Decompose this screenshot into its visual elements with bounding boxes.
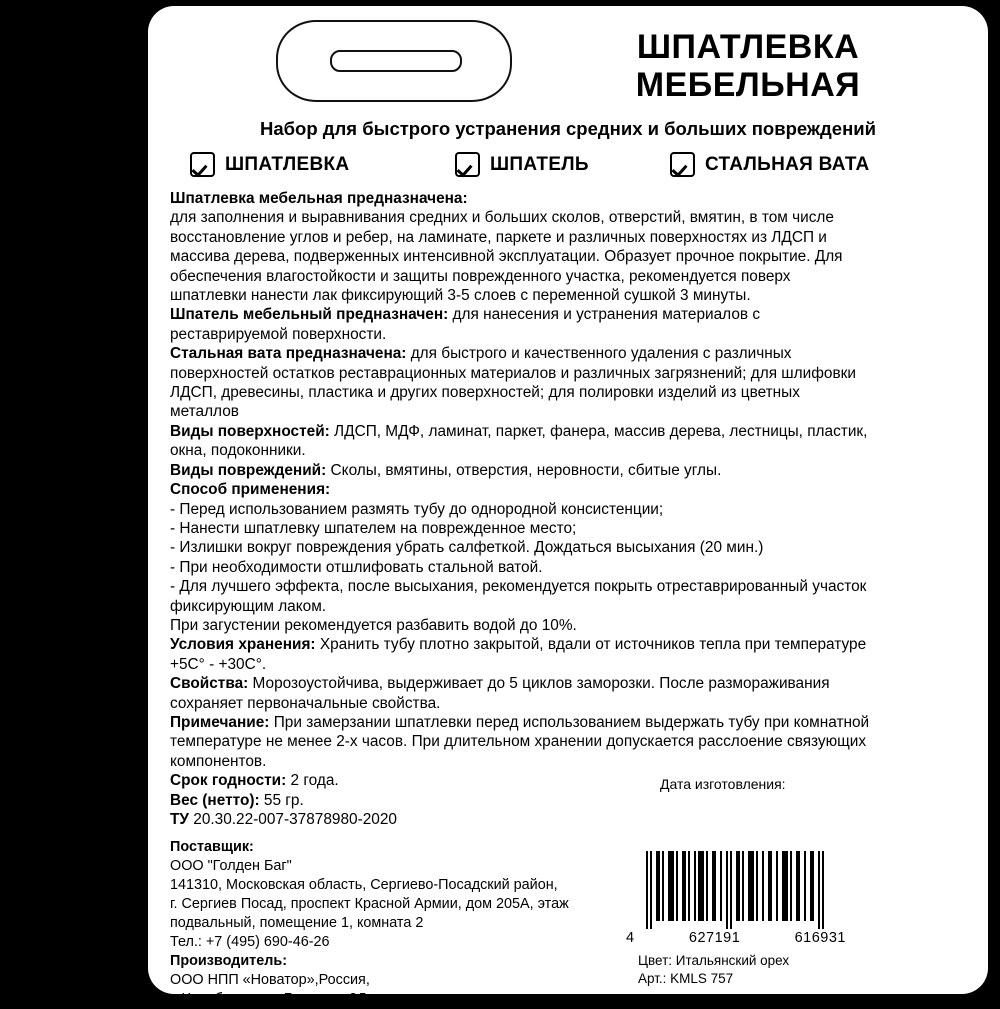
damage-paragraph: [170, 461, 870, 480]
supplier-line-4: Тел.: +7 (495) 690-46-26: [170, 934, 330, 950]
description-body: [170, 189, 870, 829]
tu-text: 20.30.22-007-37878980-2020: [188, 811, 397, 828]
storage-paragraph: [170, 635, 870, 674]
weight-text: 55 гр.: [259, 791, 304, 809]
storage-text: Хранить тубу плотно закрытой, вдали от источников тепла при температуре +5С° - +30С°.: [170, 636, 867, 673]
checklist-label-1: ШПАТЕЛЬ: [490, 153, 589, 175]
properties-heading: Свойства:: [170, 675, 249, 693]
checkbox-checked-icon: [455, 152, 480, 177]
color-label: Цвет: Итальянский орех: [638, 953, 790, 968]
supplier-line-1: 141310, Московская область, Сергиево-Посадский район,: [170, 877, 558, 893]
storage-heading: Условия хранения:: [170, 636, 316, 654]
barcode-digit-group1: 627191: [688, 930, 741, 946]
article-label: Арт.: KMLS 757: [638, 971, 734, 986]
checklist-label-0: ШПАТЛЕВКА: [225, 153, 350, 175]
barcode-digits: [626, 930, 846, 946]
product-meta: [638, 952, 968, 988]
label-card: [148, 6, 988, 1007]
properties-text: Морозоустойчива, выдерживает до 5 циклов заморозки. После размораживания сохраняет первоначальные свойства.: [170, 675, 830, 712]
product-title-line1: ШПАТЛЕВКА: [636, 28, 860, 66]
hang-hole-icon: [276, 20, 512, 102]
barcode: [638, 851, 834, 929]
surfaces-heading: Виды поверхностей:: [170, 422, 330, 440]
weight-heading: Вес (нетто):: [170, 791, 260, 809]
surfaces-paragraph: [170, 422, 870, 461]
tu-heading: ТУ: [170, 811, 189, 828]
manufacturer-line-0: ООО НПП «Новатор»,Россия,: [170, 972, 370, 988]
putty-heading: Шпатлевка мебельная предназначена:: [170, 190, 468, 207]
weight-paragraph: [170, 791, 870, 810]
product-title-line2: МЕБЕЛЬНАЯ: [635, 66, 861, 104]
usage-note: При загустении рекомендуется разбавить водой до 10%.: [170, 616, 577, 634]
spatula-text: для нанесения и устранения материалов с реставрируемой поверхности.: [170, 306, 761, 343]
contents-checklist: [190, 152, 970, 177]
product-subtitle: Набор для быстрого устранения средних и больших повреждений: [259, 118, 877, 139]
checklist-item-2: [670, 152, 870, 177]
barcode-digit-left: 4: [626, 930, 635, 946]
usage-heading: Способ применения:: [170, 481, 331, 499]
surfaces-text: ЛДСП, МДФ, ламинат, паркет, фанера, массив дерева, лестницы, пластик, окна, подоконники.: [170, 422, 868, 460]
putty-text: для заполнения и выравнивания средних и больших сколов, отверстий, вмятин, в том числе восстановление углов и ребер, на ламинате, паркете и различных поверхностях из ЛДСП и массива дерева, подверженных интенсивной эксплуатации. Образует прочное покрытие. Для обеспечения влагостойкости и защиты поврежденного участка, рекомендуется поверх шпатлевки нанести лак фиксирующий 3-5 слоев с переменной сушкой 3 минуты.: [170, 209, 843, 305]
checkbox-checked-icon: [190, 152, 215, 177]
spatula-heading: Шпатель мебельный предназначен:: [170, 306, 449, 324]
usage-step-2: - Излишки вокруг повреждения убрать салфеткой. Дождаться высыхания (20 мин.): [170, 539, 764, 557]
checklist-label-2: СТАЛЬНАЯ ВАТА: [705, 153, 870, 175]
barcode-digit-group2: 616931: [794, 930, 846, 946]
usage-step-0: - Перед использованием размять тубу до однородной консистенции;: [170, 500, 664, 518]
product-title: [528, 28, 968, 104]
note-text: При замерзании шпатлевки перед использованием выдержать тубу при комнатной температуре не менее 2-х часов. При длительном хранении допускается расслоение связующих компонентов.: [170, 713, 870, 770]
supplier-line-3: подвальный, помещение 1, комната 2: [170, 915, 424, 931]
barcode-image: [638, 851, 834, 929]
damage-heading: Виды повреждений:: [170, 461, 327, 479]
checkbox-checked-icon: [670, 152, 695, 177]
checklist-item-0: [190, 152, 455, 177]
spatula-paragraph: [170, 305, 870, 344]
damage-text: Сколы, вмятины, отверстия, неровности, сбитые углы.: [326, 461, 722, 479]
wool-heading: Стальная вата предназначена:: [170, 345, 407, 363]
properties-paragraph: [170, 674, 870, 713]
shelf-heading: Срок годности:: [170, 772, 287, 790]
supplier-line-0: ООО "Голден Баг": [170, 858, 292, 874]
usage-step-1: - Нанести шпатлевку шпателем на поврежденное место;: [170, 519, 577, 537]
manufacturer-line-1: г. Челябинск, ул. Братская 2Д.: [170, 991, 371, 1007]
shelf-text: 2 года.: [286, 772, 339, 790]
note-heading: Примечание:: [170, 713, 270, 731]
wool-paragraph: [170, 344, 870, 422]
supplier-heading: Поставщик:: [170, 839, 254, 855]
usage-step-4: - Для лучшего эффекта, после высыхания, рекомендуется покрыть отреставрированный участок фиксирующим лаком.: [170, 578, 867, 615]
wool-text: для быстрого и качественного удаления с различных поверхностей остатков реставрационных материалов и различных загрязнений; для шлифовки ЛДСП, древесины, пластика и других поверхностей; для полировки изделий из цветных металлов: [170, 345, 856, 421]
usage-step-3: - При необходимости отшлифовать стальной ватой.: [170, 558, 543, 576]
tu-paragraph: [170, 810, 870, 829]
manufacturer-heading: Производитель:: [170, 953, 287, 969]
checklist-item-1: [455, 152, 670, 177]
note-paragraph: [170, 713, 870, 771]
manufacture-date-label: Дата изготовления:: [660, 776, 786, 792]
supplier-line-2: г. Сергиев Посад, проспект Красной Армии, дом 205А, этаж: [170, 896, 569, 912]
